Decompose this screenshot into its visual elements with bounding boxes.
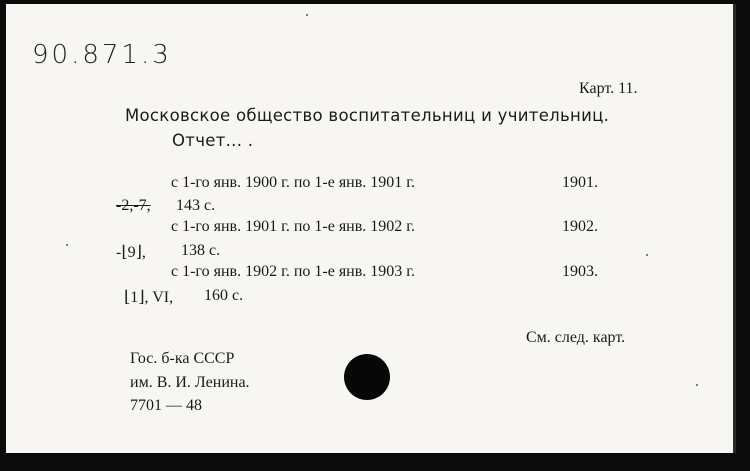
dust-speck bbox=[646, 254, 648, 256]
dust-speck bbox=[306, 14, 308, 16]
call-number: 90.871.3 bbox=[32, 40, 172, 70]
report-pages: 143 с. bbox=[176, 197, 216, 214]
report-pages: 138 с. bbox=[181, 242, 221, 259]
dust-speck bbox=[66, 244, 68, 246]
report-year: 1903. bbox=[562, 263, 598, 280]
card-subtitle: Отчет... . bbox=[172, 131, 254, 150]
report-year: 1902. bbox=[562, 218, 598, 235]
report-period: с 1-го янв. 1901 г. по 1-е янв. 1902 г. bbox=[171, 218, 416, 235]
library-line-2: им. В. И. Ленина. bbox=[130, 374, 250, 391]
card-number: Карт. 11. bbox=[579, 80, 638, 97]
library-line-1: Гос. б-ка СССР bbox=[130, 350, 235, 367]
scan-border-right bbox=[736, 0, 750, 471]
library-code: 7701 — 48 bbox=[130, 397, 202, 414]
catalog-card bbox=[6, 4, 736, 455]
report-issue-marks: -⌊9⌋, bbox=[116, 244, 146, 261]
report-year: 1901. bbox=[562, 174, 598, 191]
punch-hole bbox=[344, 354, 390, 400]
report-period: с 1-го янв. 1902 г. по 1-е янв. 1903 г. bbox=[171, 263, 416, 280]
see-next-card: См. след. карт. bbox=[526, 329, 626, 346]
scan-border-bottom bbox=[0, 453, 750, 471]
report-period: с 1-го янв. 1900 г. по 1-е янв. 1901 г. bbox=[171, 174, 416, 191]
report-issue-marks: ⌊1⌋, VI, bbox=[124, 289, 174, 306]
report-pages: 160 с. bbox=[204, 287, 244, 304]
report-issue-marks: -2,-7, bbox=[116, 197, 151, 214]
dust-speck bbox=[696, 384, 698, 386]
card-title: Московское общество воспитательниц и учительниц. bbox=[125, 106, 610, 125]
